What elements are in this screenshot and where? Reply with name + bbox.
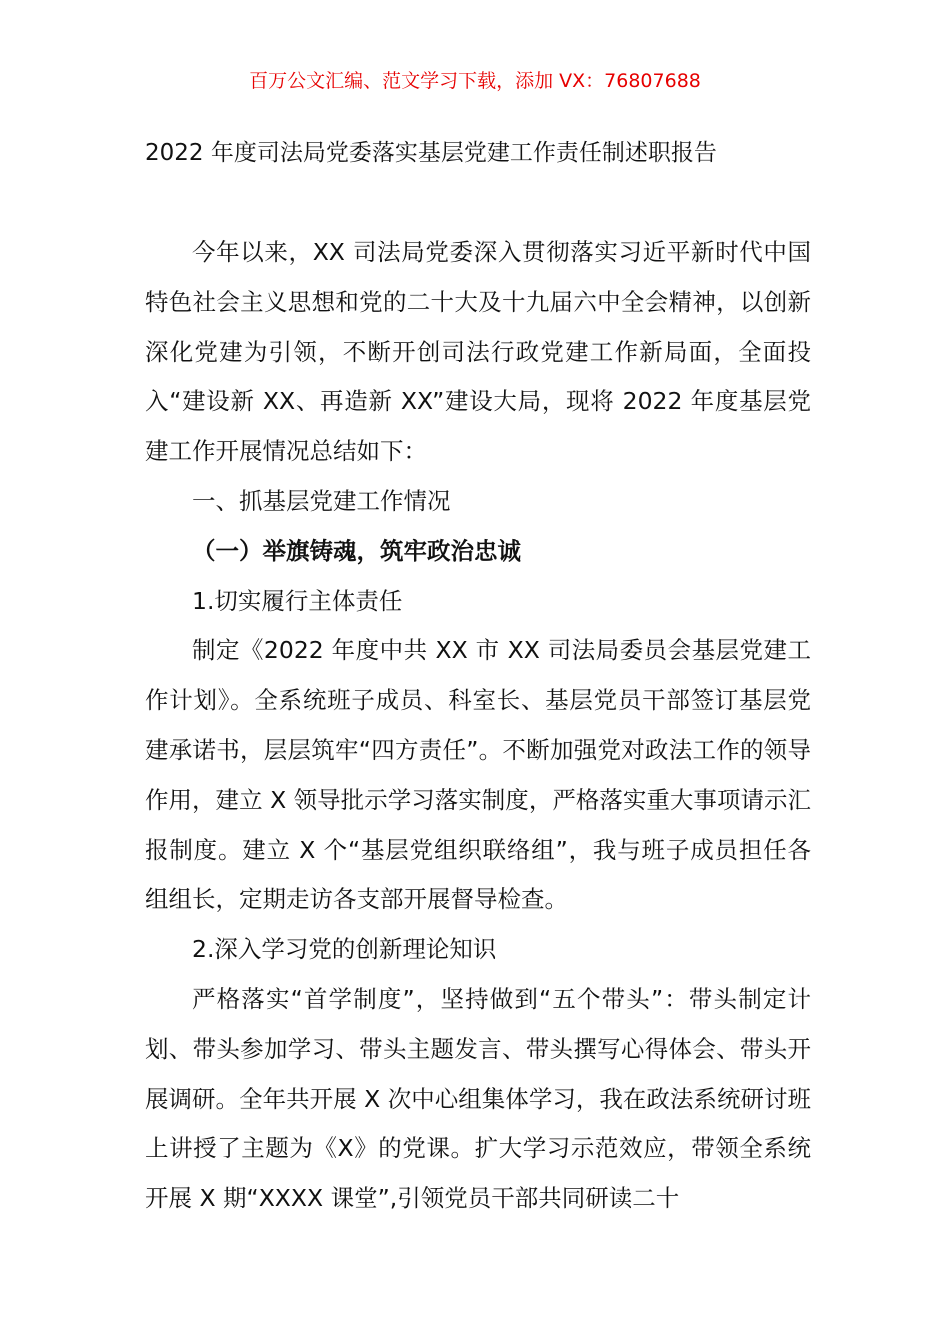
item-heading-2: 2.深入学习党的创新理论知识 (192, 935, 497, 964)
intro-paragraph: 今年以来，XX 司法局党委深入贯彻落实习近平新时代中国特色社会主义思想和党的二十大及十九届六中全会精神，以创新深化党建为引领，不断开创司法行政党建工作新局面，全面投入“建设新 XX、再造新 XX”建设大局，现将 2022 年度基层党建工作开展情况总结如下： (145, 238, 811, 466)
section-heading: 一、抓基层党建工作情况 (192, 486, 451, 515)
subsection-heading: （一）举旗铸魂，筑牢政治忠诚 (192, 536, 521, 565)
item-heading-1: 1.切实履行主体责任 (192, 586, 403, 615)
document-body (145, 228, 811, 1224)
watermark-banner: 百万公文汇编、范文学习下载，添加 VX：76807688 (249, 70, 701, 92)
item-paragraph-2: 严格落实“首学制度”，坚持做到“五个带头”：带头制定计划、带头参加学习、带头主题发言、带头撰写心得体会、带头开展调研。全年共开展 X 次中心组集体学习，我在政法系统研讨班上讲授了主题为《X》的党课。扩大学习示范效应，带领全系统开展 X 期“XXXX 课堂”,引领党员干部共同研读二十 (145, 984, 811, 1213)
document-title: 2022 年度司法局党委落实基层党建工作责任制述职报告 (145, 140, 717, 166)
item-paragraph-1: 制定《2022 年度中共 XX 市 XX 司法局委员会基层党建工作计划》。全系统班子成员、科室长、基层党员干部签订基层党建承诺书，层层筑牢“四方责任”。不断加强党对政法工作的领导作用，建立 X 领导批示学习落实制度，严格落实重大事项请示汇报制度。建立 X 个“基层党组织联络组”，我与班子成员担任各组组长，定期走访各支部开展督导检查。 (145, 636, 811, 914)
